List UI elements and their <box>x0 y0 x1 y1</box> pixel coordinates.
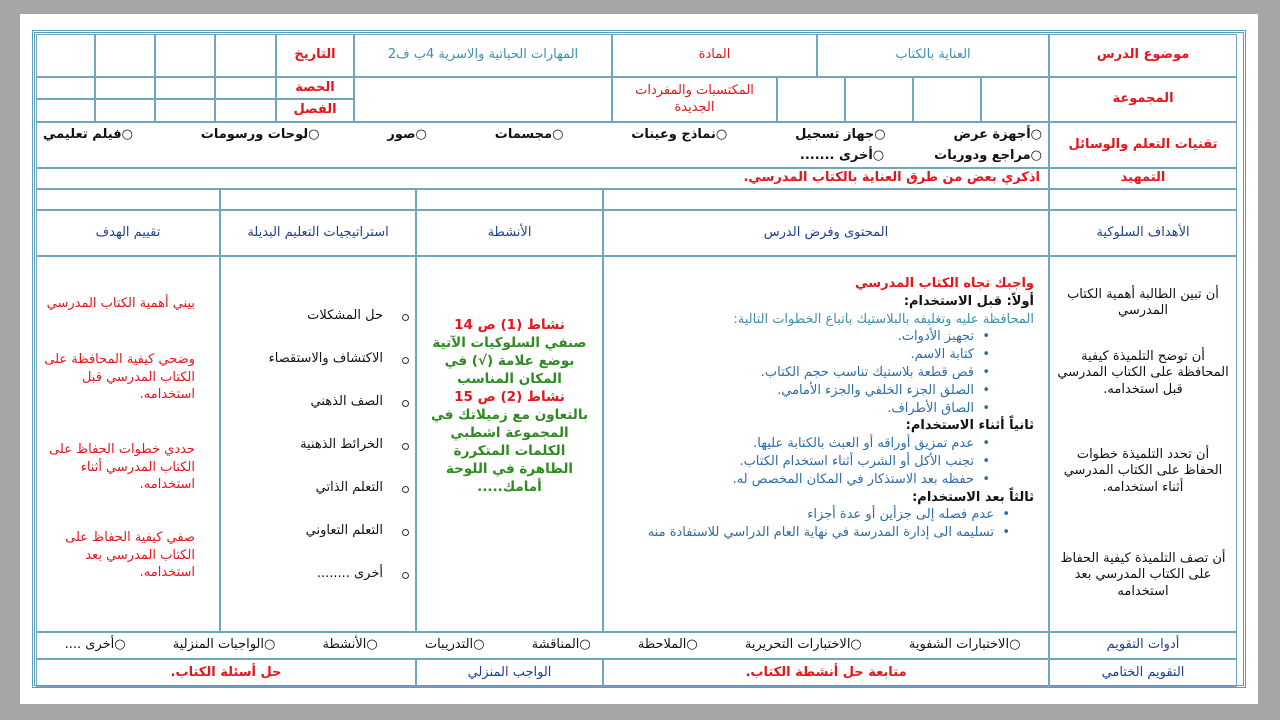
intro-label: التمهيد <box>1049 168 1237 189</box>
assessment-written[interactable]: ○الاختبارات التحريرية <box>744 637 862 653</box>
before-intro: المحافظة عليه وتغليفه بالبلاستيك باتباع الخطوات التالية: <box>733 311 1034 327</box>
vocab-label: المكتسبات والمفردات الجديدة <box>612 77 777 122</box>
tool-references[interactable]: ○مراجع ودوريات <box>934 147 1042 163</box>
strategy-other: أخرى ........ <box>221 553 415 596</box>
period-cell-2 <box>155 77 215 99</box>
assessment-activities[interactable]: ○الأنشطة <box>322 637 378 653</box>
topic-label: موضوع الدرس <box>1049 34 1237 77</box>
during-step-3: • حفظه بعد الاستذكار في المكان المخصص له. <box>634 471 974 489</box>
activities-body <box>416 256 603 632</box>
objective-3: أن تحدد التلميذة خطوات الحفاظ على الكتاب المدرسي أثناء استخدامه. <box>1063 447 1223 495</box>
evaluation-4: صفي كيفية الحفاظ على الكتاب المدرسي بعد استخدامه. <box>65 530 195 581</box>
evaluation-body <box>36 256 220 632</box>
before-step-2: • كتابة الاسم. <box>634 346 974 364</box>
class-cell-3 <box>95 99 155 122</box>
tool-other[interactable]: ○أخرى ....... <box>799 147 885 163</box>
during-step-1: • عدم تمزيق أوراقه أو العبث بالكتابة عليها. <box>634 435 974 453</box>
before-step-5: • الصاق الأطراف. <box>634 400 974 418</box>
header-objectives: الأهداف السلوكية <box>1049 210 1237 256</box>
assessment-discussion[interactable]: ○المناقشة <box>531 637 591 653</box>
spacer-4 <box>220 189 416 210</box>
class-cell-2 <box>155 99 215 122</box>
before-step-1: • تجهيز الأدوات. <box>634 328 974 346</box>
objectives-list <box>1049 256 1237 632</box>
tool-projectors[interactable]: ○أجهزة عرض <box>953 127 1042 143</box>
subject-label: المادة <box>612 34 817 77</box>
spacer-3 <box>416 189 603 210</box>
tool-solids[interactable]: ○مجسمات <box>494 127 564 143</box>
strategy-discovery: الاكتشاف والاستقصاء <box>221 338 415 381</box>
date-cell-1 <box>215 34 276 77</box>
assessment-observation[interactable]: ○الملاحظة <box>637 637 698 653</box>
before-step-3: • قص قطعة بلاستيك تناسب حجم الكتاب. <box>634 364 974 382</box>
homework-label: الواجب المنزلي <box>416 659 603 687</box>
evaluation-3: حددي خطوات الحفاظ على الكتاب المدرسي أثناء استخدامه. <box>49 442 195 493</box>
closing-text: متابعة حل أنشطة الكتاب. <box>603 659 1049 687</box>
spacer-1 <box>1049 189 1237 210</box>
closing-label: التقويم الختامي <box>1049 659 1237 687</box>
date-cell-4 <box>36 34 95 77</box>
tools-label: تقنيات التعلم والوسائل <box>1049 122 1237 168</box>
after-heading: ثالثاً بعد الاستخدام: <box>912 489 1034 505</box>
group-cell-2 <box>913 77 981 122</box>
header-strategies: استراتيجيات التعليم البديلة <box>220 210 416 256</box>
strategy-cooperative: التعلم التعاوني <box>221 510 415 553</box>
objective-1: أن تبين الطالبة أهمية الكتاب المدرسي <box>1067 287 1219 319</box>
assessment-other[interactable]: ○أخرى .... <box>64 637 126 653</box>
intro-text: اذكري بعض من طرق العناية بالكتاب المدرسي. <box>36 168 1049 189</box>
activity-2-title: نشاط (2) ص 15 <box>454 388 565 405</box>
assessment-oral[interactable]: ○الاختبارات الشفوية <box>908 637 1021 653</box>
header-evaluation: تقييم الهدف <box>36 210 220 256</box>
strategies-body <box>220 256 416 632</box>
objective-4: أن تصف التلميذة كيفية الحفاظ على الكتاب المدرسي بعد استخدامه <box>1060 551 1226 599</box>
tool-recorder[interactable]: ○جهاز تسجيل <box>795 127 886 143</box>
date-cell-2 <box>155 34 215 77</box>
period-label: الحصة <box>276 77 354 99</box>
after-step-2: • تسليمه الى إدارة المدرسة في نهاية العام الدراسي للاستفادة منه <box>634 524 994 542</box>
during-heading: ثانياً أثناء الاستخدام: <box>905 418 1034 434</box>
tool-boards[interactable]: ○لوحات ورسومات <box>200 127 320 143</box>
tool-pictures[interactable]: ○صور <box>387 127 427 143</box>
strategy-self-learning: التعلم الذاتي <box>221 467 415 510</box>
assessment-options <box>36 632 1049 659</box>
date-cell-3 <box>95 34 155 77</box>
tools-options <box>36 122 1049 168</box>
spacer-5 <box>36 189 220 210</box>
class-cell-4 <box>36 99 95 122</box>
header-content: المحتوى وفرض الدرس <box>603 210 1049 256</box>
evaluation-2: وضحي كيفية المحافظة على الكتاب المدرسي قبل استخدامه. <box>44 352 195 403</box>
group-cell-4 <box>777 77 845 122</box>
content-body <box>603 256 1049 632</box>
activity-2-text: بالتعاون مع زميلاتك في المجموعة اشطبي الكلمات المتكررة الظاهرة في اللوحة أمامك..... <box>430 406 589 495</box>
strategy-mind-maps: الخرائط الذهنية <box>221 424 415 467</box>
vocab-value <box>354 77 612 122</box>
tool-film[interactable]: ○فيلم تعليمي <box>43 127 133 143</box>
date-label: التاريخ <box>276 34 354 77</box>
topic-value: العناية بالكتاب <box>817 34 1049 77</box>
group-label: المجموعة <box>1049 77 1237 122</box>
during-step-2: • تجنب الأكل أو الشرب أثناء استخدام الكتاب. <box>634 453 974 471</box>
objective-2: أن توضح التلميذة كيفية المحافظة على الكتاب المدرسي قبل استخدامه. <box>1057 349 1229 397</box>
after-step-1: • عدم فصله إلى جزأين أو عدة أجزاء <box>634 506 994 524</box>
tool-models[interactable]: ○نماذج وعينات <box>631 127 728 143</box>
assessment-exercises[interactable]: ○التدريبات <box>424 637 485 653</box>
subject-value: المهارات الحياتية والاسرية 4ب ف2 <box>354 34 612 77</box>
assessment-homework[interactable]: ○الواجبات المنزلية <box>172 637 276 653</box>
homework-text: حل أسئلة الكتاب. <box>36 659 416 687</box>
group-cell-3 <box>845 77 913 122</box>
header-activities: الأنشطة <box>416 210 603 256</box>
strategy-problem-solving: حل المشكلات <box>221 295 415 338</box>
evaluation-1: بيني أهمية الكتاب المدرسي <box>46 296 195 311</box>
before-heading: أولاً: قبل الاستخدام: <box>903 293 1034 309</box>
period-cell-3 <box>95 77 155 99</box>
period-cell-1 <box>215 77 276 99</box>
group-cell-1 <box>981 77 1049 122</box>
assessment-label: أدوات التقويم <box>1049 632 1237 659</box>
content-title: واجبك تجاه الكتاب المدرسي <box>855 276 1034 291</box>
strategy-brainstorm: الصف الذهني <box>221 381 415 424</box>
spacer-2 <box>603 189 1049 210</box>
class-label: الفصل <box>276 99 354 122</box>
activity-1-title: نشاط (1) ص 14 <box>454 317 565 333</box>
before-step-4: • الصلق الجزء الخلفي والجزء الأمامي. <box>634 382 974 400</box>
class-cell-1 <box>215 99 276 122</box>
period-cell-4 <box>36 77 95 99</box>
activity-1-text: صنفي السلوكيات الآتية بوضع علامة (√) في المكان المناسب <box>432 334 587 387</box>
